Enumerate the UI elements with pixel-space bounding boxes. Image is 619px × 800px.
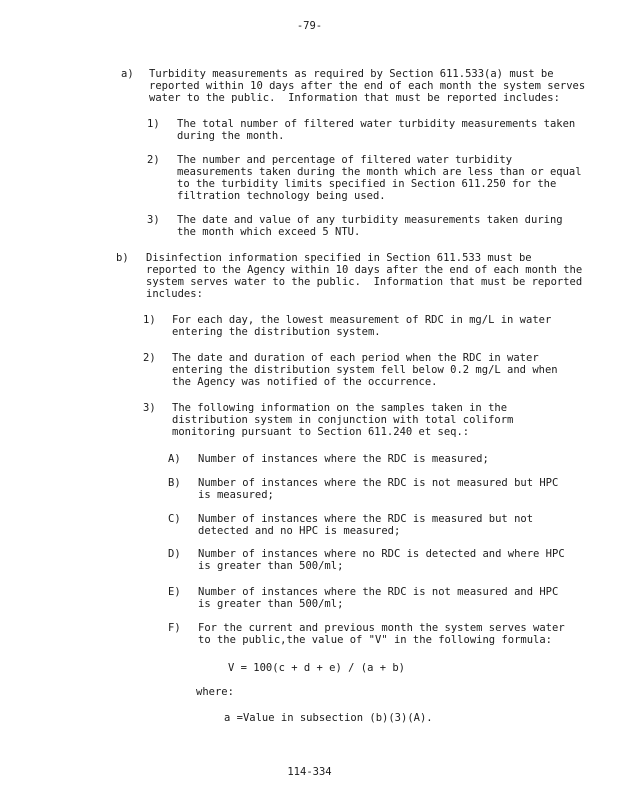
item-b1-marker: 1) <box>143 314 156 326</box>
item-b3F-text <box>198 622 565 646</box>
item-b3-text <box>172 402 513 438</box>
item-b-text <box>146 252 582 300</box>
item-a-marker: a) <box>121 68 134 80</box>
item-b2-marker: 2) <box>143 352 156 364</box>
where-label: where: <box>196 686 234 698</box>
text-line: entering the distribution system. <box>172 326 381 338</box>
item-b3F-marker: F) <box>168 622 181 634</box>
text-line: The date and duration of each period when the RDC in water <box>172 352 539 364</box>
item-b3A-marker: A) <box>168 453 181 465</box>
item-a1-marker: 1) <box>147 118 160 130</box>
text-line: Number of instances where the RDC is measured but not <box>198 513 534 525</box>
item-a3-marker: 3) <box>147 214 160 226</box>
page-footer-id: 114-334 <box>287 766 332 778</box>
text-line: Number of instances where no RDC is detected and where HPC <box>198 548 565 560</box>
text-line: detected and no HPC is measured; <box>198 525 401 537</box>
text-line: the Agency was notified of the occurrence. <box>172 376 438 388</box>
item-b3D-marker: D) <box>168 548 181 560</box>
text-line: is greater than 500/ml; <box>198 598 344 610</box>
text-line: to the turbidity limits specified in Section 611.250 for the <box>177 178 557 190</box>
text-line: during the month. <box>177 130 285 142</box>
page-number: -79- <box>296 20 323 32</box>
text-line: system serves water to the public. Information that must be reported <box>146 276 583 288</box>
text-line: filtration technology being used. <box>177 190 386 202</box>
item-a2-marker: 2) <box>147 154 160 166</box>
text-line: Number of instances where the RDC is measured; <box>198 453 489 465</box>
item-b3D-text <box>198 548 565 572</box>
text-line: Number of instances where the RDC is not measured but HPC <box>198 477 559 489</box>
text-line: distribution system in conjunction with total coliform <box>172 414 514 426</box>
text-line: The total number of filtered water turbidity measurements taken <box>177 118 576 130</box>
text-line: Number of instances where the RDC is not measured and HPC <box>198 586 559 598</box>
formula: V = 100(c + d + e) / (a + b) <box>228 662 406 674</box>
text-line: the month which exceed 5 NTU. <box>177 226 361 238</box>
item-b3-marker: 3) <box>143 402 156 414</box>
item-b3C-marker: C) <box>168 513 181 525</box>
text-line: is measured; <box>198 489 274 501</box>
text-line: water to the public. Information that must be reported includes: <box>149 92 560 104</box>
text-line: is greater than 500/ml; <box>198 560 344 572</box>
item-b-marker: b) <box>116 252 129 264</box>
text-line: The date and value of any turbidity measurements taken during <box>177 214 563 226</box>
item-b1-text <box>172 314 551 338</box>
text-line: measurements taken during the month which are less than or equal <box>177 166 582 178</box>
text-line: entering the distribution system fell below 0.2 mg/L and when <box>172 364 558 376</box>
item-a3-text <box>177 214 563 238</box>
text-line: For each day, the lowest measurement of RDC in mg/L in water <box>172 314 552 326</box>
text-line: Turbidity measurements as required by Section 611.533(a) must be <box>149 68 554 80</box>
text-line: For the current and previous month the system serves water <box>198 622 565 634</box>
item-a2-text <box>177 154 582 202</box>
item-a-text <box>149 68 585 104</box>
item-b3C-text <box>198 513 533 537</box>
text-line: The following information on the samples taken in the <box>172 402 508 414</box>
item-b3B-marker: B) <box>168 477 181 489</box>
item-b3A-text <box>198 453 489 465</box>
text-line: includes: <box>146 288 203 300</box>
text-line: to the public,the value of "V" in the following formula: <box>198 634 553 646</box>
text-line: Disinfection information specified in Section 611.533 must be <box>146 252 532 264</box>
text-line: reported within 10 days after the end of each month the system serves <box>149 80 586 92</box>
item-a1-text <box>177 118 575 142</box>
text-line: monitoring pursuant to Section 611.240 et seq.: <box>172 426 470 438</box>
item-b3E-marker: E) <box>168 586 181 598</box>
variable-definition: a =Value in subsection (b)(3)(A). <box>224 712 433 724</box>
item-b3B-text <box>198 477 558 501</box>
item-b2-text <box>172 352 558 388</box>
item-b3E-text <box>198 586 558 610</box>
text-line: reported to the Agency within 10 days after the end of each month the <box>146 264 583 276</box>
text-line: The number and percentage of filtered water turbidity <box>177 154 513 166</box>
